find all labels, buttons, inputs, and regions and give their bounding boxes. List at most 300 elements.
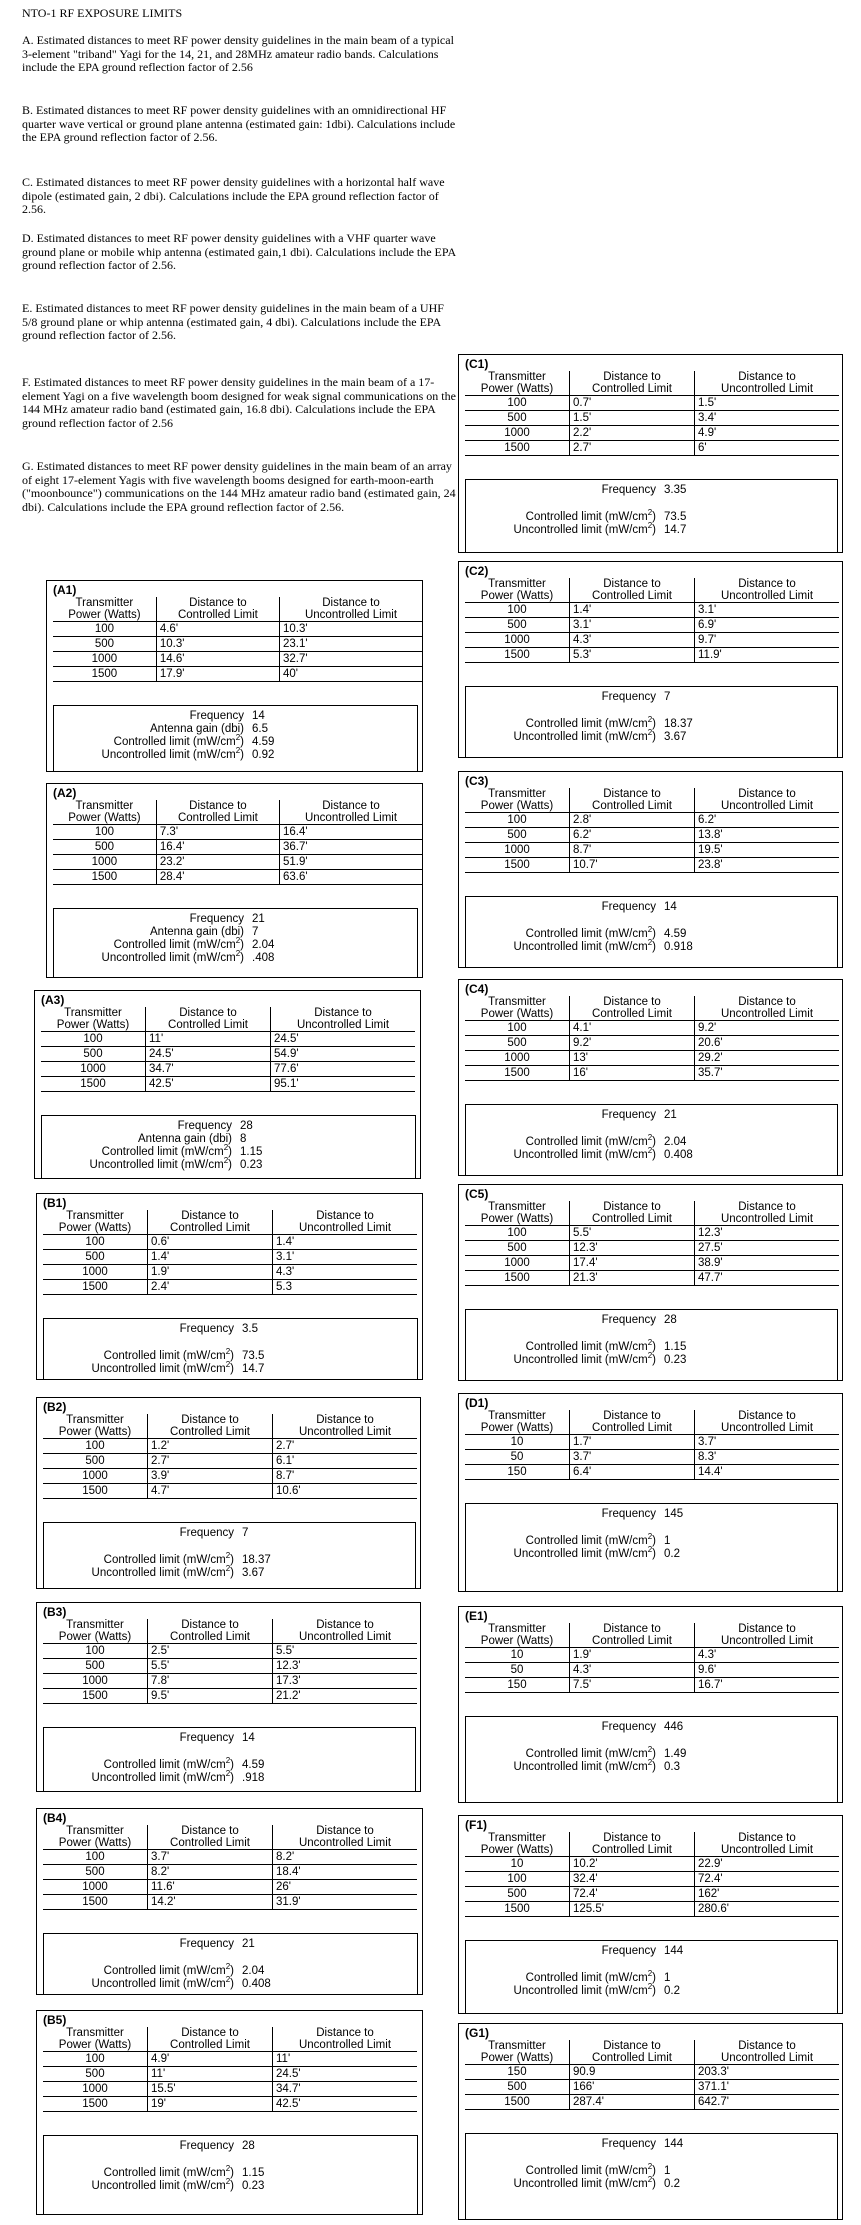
uncontrolled-cell: 21.2' [273,1689,418,1704]
squared-mark: 2 [647,1982,653,1992]
uncontrolled-limit-line-value: 14.7 [242,1363,265,1375]
exposure-table-c1 [458,354,843,553]
header-line: Power (Watts) [68,812,141,824]
controlled-header [148,1210,273,1235]
uncontrolled-limit-line [54,949,275,965]
limits-box [465,1940,838,2014]
close-paren: ) [230,1759,234,1771]
uncontrolled-cell: 16.7' [695,1678,840,1693]
exposure-table-c4 [458,979,843,1176]
uncontrolled-cell: 203.3' [695,2065,840,2080]
uncontrolled-cell: 3.1' [695,603,840,618]
squared-mark: 2 [235,746,241,756]
table-row [41,1077,415,1092]
table-row [43,1250,417,1265]
controlled-limit-line-key [466,508,656,524]
controlled-cell: 6.2' [570,828,695,843]
header-line: Transmitter [66,1825,124,1837]
power-cell: 100 [43,1850,148,1865]
controlled-cell: 4.6' [156,622,279,637]
power-cell: 500 [53,637,156,652]
controlled-limit-line [54,936,275,952]
header-line: Controlled Limit [592,1213,672,1225]
limit-label: Controlled limit (mW/cm [525,1972,648,1984]
close-paren: ) [230,1363,234,1375]
power-header [465,578,570,603]
controlled-cell: 287.4' [570,2095,695,2110]
frequency-line-key [42,1120,232,1133]
header-line: Distance to [603,788,661,800]
frequency-line-key [44,1938,234,1951]
table-label: (C1) [465,357,489,371]
controlled-limit-line [466,1338,687,1354]
power-cell: 1500 [43,1484,148,1499]
uncontrolled-limit-line-value: 0.918 [664,941,693,953]
uncontrolled-limit-line-value: 0.2 [664,2178,680,2190]
table-row [41,1062,415,1077]
table-label: (E1) [465,1609,488,1623]
distance-table [53,597,422,682]
controlled-header [570,1410,695,1435]
table-row [465,1066,839,1081]
header-line: Distance to [603,996,661,1008]
uncontrolled-cell: 11.9' [695,648,840,663]
limits-box [465,1309,838,1381]
power-cell: 1500 [465,648,570,663]
limits-box [43,2135,418,2215]
table-label: (A1) [53,583,77,597]
power-cell: 100 [465,1872,570,1887]
table-row [465,1902,839,1917]
uncontrolled-cell: 29.2' [695,1051,840,1066]
limits-box [41,1115,416,1179]
controlled-cell: 1.9' [570,1648,695,1663]
header-line: Distance to [322,800,380,812]
controlled-limit-line [466,2162,671,2178]
close-paren: ) [652,1985,656,1997]
frequency-line [44,1732,255,1745]
limit-label: Frequency [601,484,656,496]
frequency-line-key [466,1945,656,1958]
controlled-cell: 3.7' [148,1850,273,1865]
controlled-header [570,1201,695,1226]
header-line: Power (Watts) [480,1213,554,1225]
header-line: Power (Watts) [58,2039,132,2051]
controlled-limit-line [466,925,687,941]
uncontrolled-cell: 23.1' [280,637,422,652]
table-row [465,618,839,633]
table-row [465,603,839,618]
header-line: Distance to [738,1410,796,1422]
table-label: (A3) [41,993,65,1007]
uncontrolled-cell: 42.5' [273,2097,418,2112]
header-line: Transmitter [488,1623,546,1635]
frequency-line-key [466,1109,656,1122]
frequency-line-key [54,710,244,723]
distance-table [465,578,839,663]
table-row [43,1895,417,1910]
header-line: Uncontrolled Limit [298,1426,392,1438]
frequency-line-value: 28 [240,1120,253,1132]
controlled-limit-line-key [54,936,244,952]
limit-label: Controlled limit (mW/cm [103,1759,226,1771]
power-cell: 500 [465,411,570,426]
limit-label: Uncontrolled limit (mW/cm [91,1978,226,1990]
squared-mark: 2 [223,1143,229,1153]
close-paren: ) [652,511,656,523]
close-paren: ) [652,718,656,730]
table-row [43,1235,417,1250]
uncontrolled-limit-line-value: 0.23 [242,2180,265,2192]
controlled-cell: 10.7' [570,858,695,873]
close-paren: ) [228,1146,232,1158]
uncontrolled-cell: 2.7' [273,1439,418,1454]
header-line: Distance to [603,1832,661,1844]
header-line: Distance to [181,2027,239,2039]
header-line: Controlled Limit [170,1222,250,1234]
header-line: Controlled Limit [592,590,672,602]
uncontrolled-cell: 1.4' [273,1235,418,1250]
squared-mark: 2 [647,2175,653,2185]
limit-label: Controlled limit (mW/cm [101,1146,224,1158]
table-row [465,1021,839,1036]
power-cell: 100 [465,813,570,828]
controlled-cell: 23.2' [156,855,279,870]
uncontrolled-cell: 6' [695,441,840,456]
close-paren: ) [230,2180,234,2192]
table-row [465,426,839,441]
header-line: Distance to [316,1619,374,1631]
controlled-limit-line-value: 1 [664,2165,671,2177]
squared-mark: 2 [647,1133,653,1143]
limit-label: Uncontrolled limit (mW/cm [513,731,648,743]
controlled-limit-line-value: 1 [664,1535,671,1547]
header-line: Distance to [181,1619,239,1631]
power-cell: 100 [43,1235,148,1250]
controlled-cell: 2.8' [570,813,695,828]
table-row [465,1465,839,1480]
controlled-cell: 6.4' [570,1465,695,1480]
uncontrolled-cell: 54.9' [271,1047,416,1062]
limit-label: Antenna gain (dbi) [138,1133,232,1145]
controlled-limit-line-value: 2.04 [252,939,275,951]
header-line: Uncontrolled Limit [720,1213,814,1225]
limits-box [465,1104,838,1176]
controlled-cell: 8.7' [570,843,695,858]
squared-mark: 2 [647,1758,653,1768]
power-header [43,2027,148,2052]
controlled-limit-line [42,1143,263,1159]
controlled-header [148,1619,273,1644]
header-line: Distance to [181,1825,239,1837]
distance-table [41,1007,415,1092]
header-line: Transmitter [75,800,134,812]
controlled-cell: 17.9' [156,667,279,682]
header-line: Transmitter [488,1201,546,1213]
table-row [43,2067,417,2082]
controlled-limit-line-key [466,2162,656,2178]
uncontrolled-limit-line [466,521,687,537]
table-row [53,840,422,855]
header-line: Power (Watts) [480,1844,554,1856]
frequency-line-value: 7 [664,691,671,703]
limit-label: Controlled limit (mW/cm [525,928,648,940]
controlled-cell: 28.4' [156,870,279,885]
uncontrolled-header [273,1414,418,1439]
limit-label: Uncontrolled limit (mW/cm [513,941,648,953]
power-cell: 100 [53,622,156,637]
exposure-table-a3 [34,990,421,1179]
controlled-limit-line-key [44,1347,234,1363]
power-cell: 1500 [465,1066,570,1081]
power-cell: 1000 [465,426,570,441]
close-paren: ) [652,1972,656,1984]
header-line: Power (Watts) [56,1019,130,1031]
controlled-cell: 125.5' [570,1902,695,1917]
squared-mark: 2 [647,1745,653,1755]
table-row [465,396,839,411]
table-row [43,1674,417,1689]
uncontrolled-limit-line-value: 0.92 [252,749,275,761]
squared-mark: 2 [647,1545,653,1555]
paragraph-g: G. Estimated distances to meet RF power density guidelines in the main beam of an array of eight 17-element Yagis with five wavelength booms designed for earth-moon-earth ("moonbounce") communications on the 144 MHz amateur radio band (estimated gain, 24 dbi). Calculations include the EPA ground reflection factor of 2.56. [22,459,456,514]
close-paren: ) [652,524,656,536]
limits-box [465,479,838,553]
limit-label: Antenna gain (dbi) [150,723,244,735]
header-line: Power (Watts) [58,1631,132,1643]
table-row [465,1241,839,1256]
table-row [465,648,839,663]
controlled-cell: 14.6' [156,652,279,667]
uncontrolled-cell: 17.3' [273,1674,418,1689]
controlled-limit-line-key [466,1338,656,1354]
power-cell: 100 [43,1644,148,1659]
controlled-cell: 10.2' [570,1857,695,1872]
limits-box [43,1318,418,1380]
distance-table [465,1201,839,1286]
uncontrolled-cell: 4.3' [695,1648,840,1663]
power-cell: 10 [465,1435,570,1450]
frequency-line-value: 144 [664,2138,684,2150]
power-cell: 10 [465,1648,570,1663]
uncontrolled-header [695,2040,840,2065]
uncontrolled-cell: 31.9' [273,1895,418,1910]
header-line: Distance to [738,788,796,800]
header-line: Uncontrolled Limit [304,609,398,621]
header-line: Distance to [316,1414,374,1426]
exposure-table-a1 [46,580,423,772]
controlled-cell: 11.6' [148,1880,273,1895]
header-line: Uncontrolled Limit [720,2052,814,2064]
paragraph-f: F. Estimated distances to meet RF power density guidelines in the main beam of a 17-element Yagi on a five wavelength boom designed for weak signal communications on the 144 MHz amateur radio band (estimated gain, 16.8 dbi). Calculations include the EPA ground reflection factor of 2.56 [22,375,456,430]
uncontrolled-cell: 642.7' [695,2095,840,2110]
controlled-limit-line-value: 1 [664,1972,671,1984]
limits-box [53,908,418,978]
table-label: (A2) [53,786,77,800]
controlled-header [148,1414,273,1439]
power-header [465,1201,570,1226]
frequency-line [54,710,265,723]
table-row [43,1454,417,1469]
paragraph-c: C. Estimated distances to meet RF power density guidelines with a horizontal half wave dipole (estimated gain, 2 dbi). Calculations include the EPA ground reflection factor of 2.56. [22,175,445,216]
exposure-table-c3 [458,771,843,968]
power-cell: 1000 [43,1469,148,1484]
controlled-cell: 32.4' [570,1872,695,1887]
uncontrolled-cell: 35.7' [695,1066,840,1081]
table-row [43,1439,417,1454]
table-row [465,1887,839,1902]
uncontrolled-cell: 19.5' [695,843,840,858]
uncontrolled-cell: 47.7' [695,1271,840,1286]
power-cell: 500 [43,1454,148,1469]
limit-label: Uncontrolled limit (mW/cm [513,1354,648,1366]
power-cell: 1000 [465,633,570,648]
frequency-line-key [44,2140,234,2153]
uncontrolled-header [695,371,840,396]
controlled-limit-line-value: 4.59 [242,1759,265,1771]
uncontrolled-cell: 9.2' [695,1021,840,1036]
uncontrolled-limit-line-key [44,2177,234,2193]
table-row [43,1265,417,1280]
header-line: Distance to [603,2040,661,2052]
controlled-cell: 2.5' [148,1644,273,1659]
table-row [465,1872,839,1887]
power-cell: 1500 [43,1895,148,1910]
uncontrolled-cell: 22.9' [695,1857,840,1872]
power-header [465,1623,570,1648]
header-line: Transmitter [488,578,546,590]
controlled-limit-line-value: 73.5 [242,1350,265,1362]
header-line: Power (Watts) [480,1635,554,1647]
controlled-cell: 16' [570,1066,695,1081]
uncontrolled-limit-line-value: 0.23 [664,1354,687,1366]
controlled-cell: 5.5' [570,1226,695,1241]
table-row [465,1226,839,1241]
table-row [43,2082,417,2097]
uncontrolled-cell: 6.2' [695,813,840,828]
exposure-table-c2 [458,561,843,758]
exposure-table-d1 [458,1393,843,1592]
uncontrolled-cell: 16.4' [280,825,422,840]
controlled-cell: 3.1' [570,618,695,633]
table-row [53,855,422,870]
power-cell: 500 [465,828,570,843]
uncontrolled-cell: 36.7' [280,840,422,855]
uncontrolled-limit-line [54,746,275,762]
limit-label: Controlled limit (mW/cm [113,939,236,951]
power-cell: 1000 [53,652,156,667]
controlled-cell: 4.9' [148,2052,273,2067]
controlled-cell: 1.4' [148,1250,273,1265]
uncontrolled-header [695,788,840,813]
limit-label: Frequency [601,1109,656,1121]
table-row [53,637,422,652]
table-row [465,1857,839,1872]
limit-label: Uncontrolled limit (mW/cm [513,2178,648,2190]
limit-label: Frequency [601,2138,656,2150]
frequency-line-key [466,1508,656,1521]
close-paren: ) [240,736,244,748]
uncontrolled-cell: 24.5' [273,2067,418,2082]
limits-box [465,2133,838,2220]
close-paren: ) [652,1136,656,1148]
exposure-table-b3 [36,1602,421,1792]
controlled-cell: 0.6' [148,1235,273,1250]
limit-label: Controlled limit (mW/cm [525,1341,648,1353]
table-label: (B4) [43,1811,67,1825]
limit-label: Controlled limit (mW/cm [525,1535,648,1547]
table-label: (C5) [465,1187,489,1201]
distance-table [43,1210,417,1295]
uncontrolled-header [273,2027,418,2052]
header-line: Uncontrolled Limit [298,1837,392,1849]
header-line: Power (Watts) [58,1426,132,1438]
limit-label: Frequency [601,1508,656,1520]
uncontrolled-limit-line-value: 0.3 [664,1761,680,1773]
frequency-line-value: 28 [664,1314,677,1326]
table-row [465,411,839,426]
limit-label: Frequency [601,691,656,703]
controlled-cell: 90.9 [570,2065,695,2080]
uncontrolled-limit-line-value: 0.408 [664,1149,693,1161]
close-paren: ) [652,1748,656,1760]
table-label: (B2) [43,1400,67,1414]
table-row [465,813,839,828]
controlled-limit-line-key [44,1962,234,1978]
power-cell: 50 [465,1663,570,1678]
header-line: Transmitter [64,1007,122,1019]
close-paren: ) [652,731,656,743]
limit-label: Frequency [179,2140,234,2152]
controlled-cell: 9.5' [148,1689,273,1704]
uncontrolled-limit-line-key [466,938,656,954]
table-row [465,1450,839,1465]
frequency-line-key [466,1314,656,1327]
power-cell: 500 [465,618,570,633]
uncontrolled-limit-line [466,938,693,954]
uncontrolled-limit-line [466,1758,680,1774]
distance-table [465,371,839,456]
limit-label: Frequency [177,1120,232,1132]
uncontrolled-header [280,597,422,622]
power-header [465,1832,570,1857]
header-line: Transmitter [488,1832,546,1844]
header-line: Transmitter [75,597,134,609]
paragraph-d: D. Estimated distances to meet RF power density guidelines with a VHF quarter wave ground plane or mobile whip antenna (estimated gain,1 dbi). Calculations include the EPA ground reflection factor of 2.56. [22,231,456,272]
close-paren: ) [230,1567,234,1579]
table-row [43,1880,417,1895]
header-line: Controlled Limit [592,1844,672,1856]
close-paren: ) [652,1354,656,1366]
frequency-line-key [54,913,244,926]
antenna-gain-line-key [54,723,244,736]
table-row [465,441,839,456]
frequency-line [44,2140,255,2153]
uncontrolled-limit-line-key [44,1975,234,1991]
power-cell: 1500 [465,1902,570,1917]
controlled-cell: 11' [148,2067,273,2082]
power-cell: 500 [43,2067,148,2082]
distance-table [465,788,839,873]
power-header [43,1825,148,1850]
power-cell: 1500 [465,441,570,456]
controlled-cell: 72.4' [570,1887,695,1902]
controlled-limit-line-value: 1.15 [664,1341,687,1353]
paragraph-a: A. Estimated distances to meet RF power density guidelines in the main beam of a typical 3-element "triband" Yagi for the 14, 21, and 28MHz amateur radio bands. Calculations include the EPA ground reflection factor of 2.56 [22,33,454,74]
limit-label: Uncontrolled limit (mW/cm [89,1159,224,1171]
table-label: (C3) [465,774,489,788]
controlled-limit-line-key [466,1532,656,1548]
